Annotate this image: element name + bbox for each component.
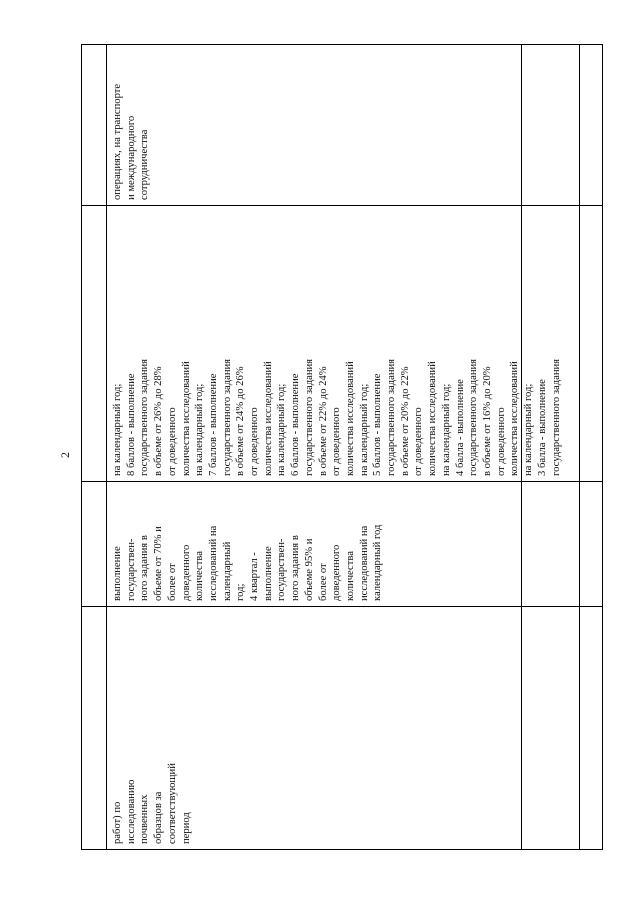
cell-text: на календарный год; 8 баллов - выполнение государственного задания в объеме от 26% до 28% от доведенного количества исследований на календарный год; 7 баллов - выполнение государственного задания в объеме от 24% до 26% от доведенного количества исследований на календарный год; 6 баллов - выполнение государственного задания в объеме от 22% до 24% от доведенного количества исследований на календарный год; 5 баллов - выполнение государственного задания в объеме от 20% до 22% от доведенного количества исследований на календарный год; 4 балла - выполнение государственного задания в объеме от 16% до 20% от доведенного количества исследований на календарный год; 3 балла - выполнение государственного задания xyxy=(112,358,562,476)
table-cell-department xyxy=(522,45,579,205)
cell-text: выполнение государствен- ного задания в объеме от 70% и более от доведенного количества исследований на календарный год; 4 квартал - выполнение государствен- ного задания в объеме 95% и более от доведенного количества исследований на календарный год xyxy=(112,524,384,601)
table-cell xyxy=(82,205,106,481)
cell-text: операциях, на транспорте и международного сотрудничества xyxy=(112,83,151,200)
table-cell-criteria xyxy=(107,481,521,606)
table-cell-scores xyxy=(522,606,579,849)
table-cell-scores xyxy=(522,481,579,606)
table-cell xyxy=(82,45,106,205)
table-cell-score-scale xyxy=(107,205,562,481)
table-cell-responsible xyxy=(107,45,521,205)
table-cell-period xyxy=(107,606,521,849)
row-divider-3 xyxy=(579,44,580,850)
column-divider-4 xyxy=(81,849,603,850)
table-cell xyxy=(82,481,106,606)
table-cell xyxy=(82,606,106,849)
table-border-right xyxy=(602,44,603,850)
page-number: 2 xyxy=(58,452,72,458)
cell-text: работ) по исследованию почвенных образцов за соответствующий период xyxy=(112,763,192,844)
